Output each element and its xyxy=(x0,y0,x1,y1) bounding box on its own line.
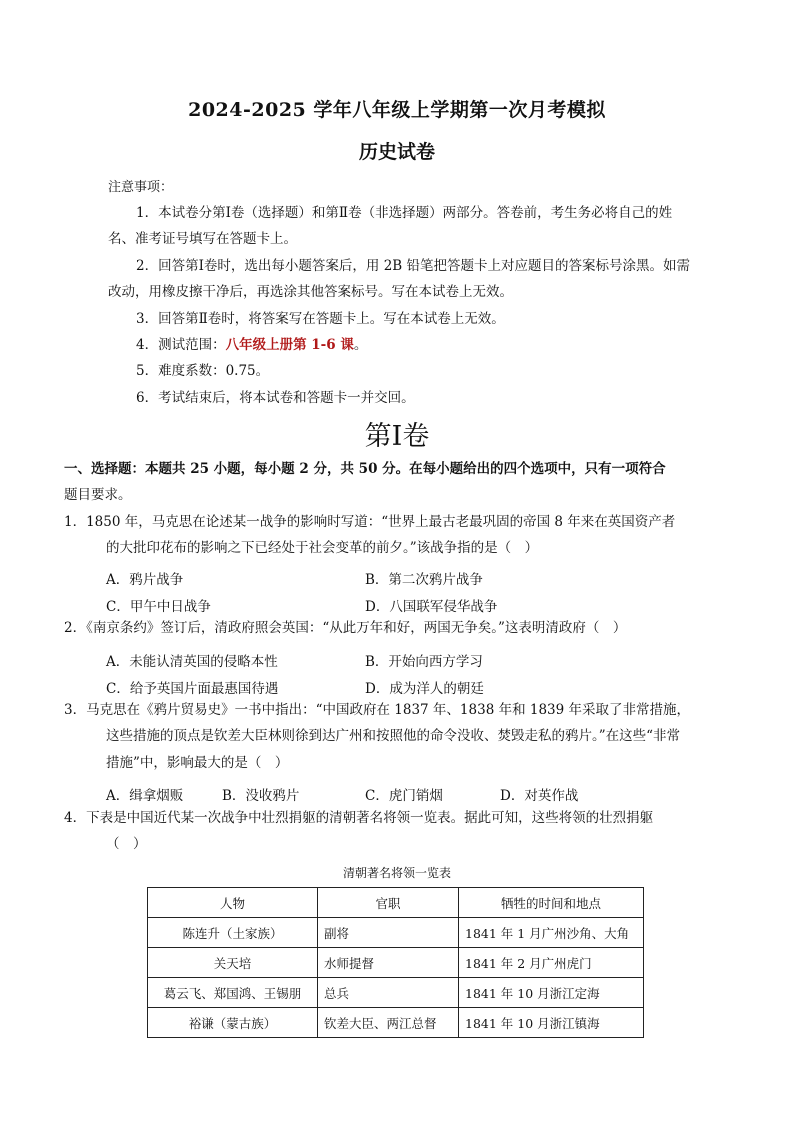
question-1-option-a: A．鸦片战争 xyxy=(106,572,184,588)
note-2-line-2: 改动，用橡皮擦干净后，再选涂其他答案标号。写在本试卷上无效。 xyxy=(108,284,513,300)
table-cell: 副将 xyxy=(318,918,459,948)
note-2-line-1: 2．回答第Ⅰ卷时，选出每小题答案后，用 2B 铅笔把答题卡上对应题目的答案标号涂黑。如需 xyxy=(136,258,691,274)
table-cell: 总兵 xyxy=(318,978,459,1008)
question-3-option-b: B．没收鸦片 xyxy=(222,788,300,804)
note-4-prefix: 4．测试范围： xyxy=(136,337,226,353)
note-4-scope: 八年级上册第 1-6 课 xyxy=(225,337,354,353)
table-cell: 1841 年 10 月浙江定海 xyxy=(459,978,644,1008)
question-2-option-b: B．开始向西方学习 xyxy=(365,654,483,670)
question-3-line-3: 措施”中，影响最大的是（ ） xyxy=(106,755,289,771)
note-4-suffix: 。 xyxy=(353,337,368,353)
table-cell: 陈连升（土家族） xyxy=(148,918,318,948)
table-cell: 1841 年 2 月广州虎门 xyxy=(459,948,644,978)
table-cell: 裕谦（蒙古族） xyxy=(148,1008,318,1038)
question-1-line-1: 1．1850 年，马克思在论述某一战争的影响时写道：“世界上最古老最巩固的帝国 8 年来在英国资产者 xyxy=(64,514,676,530)
table-cell: 1841 年 10 月浙江镇海 xyxy=(459,1008,644,1038)
table-row xyxy=(148,1008,644,1038)
section-intro-line-2: 题目要求。 xyxy=(64,487,132,503)
question-3-option-c: C．虎门销烟 xyxy=(365,788,443,804)
note-5: 5．难度系数：0.75。 xyxy=(136,363,270,379)
section-intro-line-1: 一、选择题：本题共 25 小题，每小题 2 分，共 50 分。在每小题给出的四个选项中，只有一项符合 xyxy=(64,461,666,477)
table-cell: 关天培 xyxy=(148,948,318,978)
question-3-line-2: 这些措施的顶点是钦差大臣林则徐到达广州和按照他的命令没收、焚毁走私的鸦片。”在这些“非常 xyxy=(106,728,681,744)
table-header-cell: 牺牲的时间和地点 xyxy=(459,888,644,918)
section-intro xyxy=(64,456,724,508)
table-cell: 钦差大臣、两江总督 xyxy=(318,1008,459,1038)
question-1-option-d: D．八国联军侵华战争 xyxy=(365,599,498,615)
table-header-row xyxy=(148,888,644,918)
table-cell: 葛云飞、郑国鸿、王锡朋 xyxy=(148,978,318,1008)
note-1-line-1: 1．本试卷分第Ⅰ卷（选择题）和第Ⅱ卷（非选择题）两部分。答卷前，考生务必将自己的姓 xyxy=(136,205,673,221)
note-1-line-2: 名、准考证号填写在答题卡上。 xyxy=(108,231,297,247)
note-6: 6．考试结束后，将本试卷和答题卡一并交回。 xyxy=(136,390,415,406)
question-1-option-c: C．甲午中日战争 xyxy=(106,599,211,615)
table-header-cell: 人物 xyxy=(148,888,318,918)
question-2-option-d: D．成为洋人的朝廷 xyxy=(365,681,484,697)
notes-heading: 注意事项： xyxy=(108,180,174,195)
section-title: 第Ⅰ卷 xyxy=(364,421,430,452)
question-2-option-c: C．给予英国片面最惠国待遇 xyxy=(106,681,279,697)
question-4-line-1: 4．下表是中国近代某一次战争中壮烈捐躯的清朝著名将领一览表。据此可知，这些将领的壮烈捐躯 xyxy=(64,810,654,826)
page-subtitle: 历史试卷 xyxy=(358,141,435,163)
question-3-option-d: D．对英作战 xyxy=(500,788,579,804)
question-2-option-a: A．未能认清英国的侵略本性 xyxy=(106,654,278,670)
question-3-line-1: 3．马克思在《鸦片贸易史》一书中指出：“中国政府在 1837 年、1838 年和 1839 年采取了非常措施， xyxy=(64,702,691,718)
table-header-cell: 官职 xyxy=(318,888,459,918)
table-cell: 水师提督 xyxy=(318,948,459,978)
table-row xyxy=(148,948,644,978)
table-row xyxy=(148,918,644,948)
note-4 xyxy=(136,332,367,358)
question-1-line-2: 的大批印花布的影响之下已经处于社会变革的前夕。”该战争指的是（ ） xyxy=(106,540,539,556)
table-cell: 1841 年 1 月广州沙角、大角 xyxy=(459,918,644,948)
table-caption: 清朝著名将领一览表 xyxy=(342,866,451,880)
note-3: 3．回答第Ⅱ卷时，将答案写在答题卡上。写在本试卷上无效。 xyxy=(136,311,505,327)
question-2-line-1: 2．《南京条约》签订后，清政府照会英国：“从此万年和好，两国无争矣。”这表明清政府（ ） xyxy=(64,620,627,636)
table-row xyxy=(148,978,644,1008)
generals-table xyxy=(147,887,644,1038)
question-1-option-b: B．第二次鸦片战争 xyxy=(365,572,483,588)
question-4-line-2: （ ） xyxy=(106,836,147,852)
page-title: 2024-2025 学年八年级上学期第一次月考模拟 xyxy=(188,99,606,121)
question-3-option-a: A．缉拿烟贩 xyxy=(106,788,184,804)
